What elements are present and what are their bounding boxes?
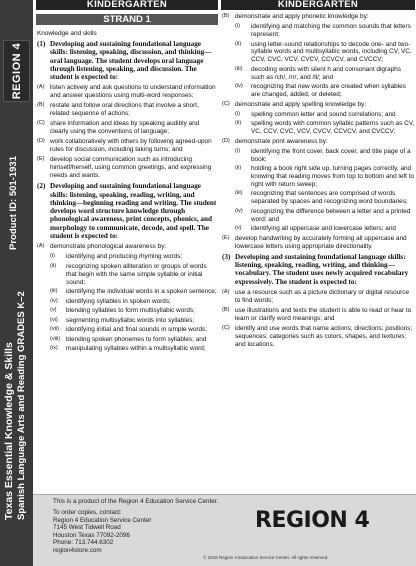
item-marker: (iv) bbox=[50, 297, 58, 304]
list-item bbox=[222, 13, 415, 21]
item-text: segmenting multisyllabic words into syllables; bbox=[66, 316, 195, 324]
sub-item bbox=[235, 190, 415, 206]
list-item bbox=[37, 102, 218, 118]
item-text: identifying the front cover, back cover, and title page of a book; bbox=[251, 147, 411, 163]
contact-line: region4store.com bbox=[53, 546, 102, 554]
item-text: demonstrate and apply spelling knowledge by: bbox=[235, 100, 367, 108]
standard-heading: Developing and sustaining foundational language skills: listening, speaking, reading, writing, and thinking—vocabulary. The student uses newly acquired vocabulary expressively. The student is expected to: bbox=[235, 252, 409, 286]
item-marker: (C) bbox=[222, 324, 230, 331]
item-marker: (iii) bbox=[235, 65, 243, 72]
logo-text: REGION 4 bbox=[10, 42, 23, 100]
sub-items bbox=[222, 111, 415, 136]
list-item bbox=[222, 101, 415, 109]
list-item bbox=[222, 235, 415, 251]
item-marker: (D) bbox=[222, 137, 230, 144]
item-marker: (A) bbox=[37, 243, 45, 250]
item-text: identifying initial and final sounds in simple words; bbox=[66, 326, 208, 334]
sub-item bbox=[235, 148, 415, 164]
item-marker: (ix) bbox=[50, 345, 58, 352]
item-text: decoding words with silent h and consonant digraphs such as /ch/, /rr/, and /ll/; and bbox=[251, 65, 401, 81]
sub-item bbox=[235, 120, 415, 136]
sub-item bbox=[50, 263, 218, 287]
grade-header-left: KINDERGARTEN bbox=[36, 0, 218, 10]
standard-heading: Developing and sustaining foundational language skills: listening, speaking, discussion, and thinking—oral language. The student develops oral language through listening, speaking, and discussion. The student is expected to: bbox=[50, 39, 212, 82]
item-marker: (iii) bbox=[235, 190, 243, 197]
item-marker: (E) bbox=[37, 156, 45, 163]
item-text: identifying the individual words in a spoken sentence; bbox=[66, 288, 217, 296]
item-text: share information and ideas by speaking audibly and clearly using the conventions of language; bbox=[50, 120, 200, 136]
item-marker: (ii) bbox=[235, 165, 242, 172]
list-item bbox=[37, 138, 218, 154]
item-marker: (iv) bbox=[235, 83, 243, 90]
item-text: recognizing the difference between a letter and a printed word; and bbox=[251, 207, 411, 223]
item-marker: (i) bbox=[235, 110, 240, 117]
item-text: identifying syllables in spoken words; bbox=[66, 297, 171, 305]
item-marker: (B) bbox=[222, 13, 230, 19]
sub-item bbox=[235, 83, 415, 99]
standard-1-items bbox=[37, 84, 218, 180]
item-text: recognizing that new words are created when syllables are changed, added, or deleted; bbox=[251, 83, 406, 99]
grade-header-right: KINDERGARTEN bbox=[221, 0, 415, 10]
product-id: Product ID: 501-1931 bbox=[8, 156, 19, 250]
region4-logo-vertical bbox=[3, 40, 30, 102]
sub-item bbox=[50, 317, 218, 325]
item-marker: (i) bbox=[50, 253, 55, 260]
item-text: spelling words with common syllabic patterns such as CV, VC, CCV, CVC, VCV, CVCV, CCVCV, and CVCCV; bbox=[251, 120, 415, 136]
item-marker: (ii) bbox=[235, 40, 242, 47]
item-text: blending syllables to form multisyllabic words; bbox=[66, 307, 195, 315]
footer bbox=[33, 494, 416, 566]
sub-item bbox=[235, 225, 415, 233]
strand-banner: STRAND 1 bbox=[36, 14, 218, 25]
copyright: © 2018 Region 4 Education Service Center. All rights reserved. bbox=[203, 555, 329, 560]
sub-item bbox=[50, 288, 218, 296]
item-text: blending spoken phonemes to form syllables; and bbox=[66, 335, 207, 343]
region4-logo: REGION 4 bbox=[255, 508, 370, 533]
sub-item bbox=[235, 111, 415, 119]
item-text: identifying and matching the common sounds that letters represent; bbox=[251, 23, 411, 38]
item-text: holding a book right side up, turning pages correctly, and knowing that reading moves from top to bottom and left to right with return sweep; bbox=[251, 165, 415, 188]
left-column bbox=[37, 30, 218, 355]
item-text: manipulating syllables within a multisyllabic word; bbox=[66, 345, 206, 353]
sub-item bbox=[235, 41, 415, 65]
item-marker: (C) bbox=[222, 100, 230, 107]
item-marker: (v) bbox=[50, 307, 57, 314]
sub-item bbox=[50, 307, 218, 315]
list-item bbox=[222, 289, 415, 305]
item-marker: (iv) bbox=[235, 207, 243, 214]
sub-item bbox=[235, 23, 415, 39]
sub-item bbox=[235, 66, 415, 82]
item-marker: (D) bbox=[37, 138, 45, 145]
item-marker: (A) bbox=[222, 288, 230, 295]
item-text: work collaboratively with others by following agreed-upon rules for discussion, including taking turns; and bbox=[50, 138, 212, 154]
item-marker: (vii) bbox=[50, 326, 60, 333]
item-text: use a resource such as a picture dictionary or digital resource to find words; bbox=[235, 288, 410, 304]
item-marker: (i) bbox=[235, 23, 240, 30]
item-text: recognizing spoken alliteration or groups of words that begin with the same simple syllable or initial sound; bbox=[66, 262, 207, 286]
item-marker: (viii) bbox=[50, 335, 61, 342]
item-marker: (v) bbox=[235, 225, 242, 232]
sub-items bbox=[222, 23, 415, 99]
item-text: restate and follow oral directions that involve a short, related sequence of actions; bbox=[50, 102, 199, 118]
item-text: demonstrate and apply phonetic knowledge by: bbox=[235, 13, 369, 20]
standard-3 bbox=[222, 253, 415, 286]
footer-intro: This is a product of the Region 4 Education Service Center. bbox=[53, 498, 219, 505]
contact-line: Phone: 713.744.6302 bbox=[53, 539, 114, 547]
item-text: demonstrate print awareness by: bbox=[235, 137, 328, 145]
item-marker: (iii) bbox=[50, 288, 58, 295]
list-item bbox=[222, 307, 415, 323]
item-marker: (C) bbox=[37, 120, 45, 127]
left-spine bbox=[0, 0, 33, 566]
item-text: develop social communication such as introducing himself/herself, using common greetings, and expressing needs and wants. bbox=[50, 156, 212, 180]
item-text: use illustrations and texts the student is able to read or hear to learn or clarify word meanings; and bbox=[235, 306, 412, 322]
right-column bbox=[222, 13, 415, 351]
list-item bbox=[37, 84, 218, 100]
sub-item bbox=[50, 345, 218, 353]
item-marker: (ii) bbox=[50, 262, 57, 269]
contact-line: Region 4 Education Service Center bbox=[53, 516, 152, 524]
list-item bbox=[222, 325, 415, 349]
sub-item bbox=[50, 326, 218, 334]
standard-number: (1) bbox=[37, 39, 46, 48]
standard-heading: Developing and sustaining foundational language skills: listening, speaking, reading, writing, and thinking—beginning reading and writing. The student develops word structure knowledge through phonological awareness, print concepts, phonics, and morphology to communicate, decode, and spell. The student is expected to: bbox=[50, 182, 217, 241]
contact-line: Houston Texas 77092-2096 bbox=[53, 531, 130, 539]
standard-1 bbox=[37, 40, 218, 81]
list-item bbox=[37, 120, 218, 136]
item-marker: (B) bbox=[37, 102, 45, 109]
item-text: demonstrate phonological awareness by: bbox=[50, 243, 167, 251]
sub-items bbox=[37, 253, 218, 353]
standard-number: (3) bbox=[222, 252, 231, 261]
item-marker: (B) bbox=[222, 306, 230, 313]
item-marker: (E) bbox=[222, 234, 230, 241]
contact-line: To order copies, contact: bbox=[53, 509, 122, 516]
item-text: identify and use words that name actions; directions; positions; sequences; categories such as colors, shapes, and textures; and locations. bbox=[235, 324, 413, 348]
sub-item bbox=[235, 165, 415, 189]
item-marker: (vi) bbox=[50, 316, 58, 323]
sub-item bbox=[50, 298, 218, 306]
item-text: identifying and producing rhyming words; bbox=[66, 253, 183, 261]
item-text: develop handwriting by accurately forming all uppercase and lowercase letters using appropriate directionality. bbox=[235, 234, 407, 250]
standard-number: (2) bbox=[37, 182, 46, 191]
list-item bbox=[222, 138, 415, 146]
item-text: recognizing that sentences are comprised of words separated by spaces and recognizing word boundaries; bbox=[251, 190, 408, 206]
contact-line: 7145 West Tidwell Road bbox=[53, 524, 121, 532]
spine-subtitle: Spanish Language Arts and Reading GRADES K–2 bbox=[16, 291, 27, 520]
item-marker: (A) bbox=[37, 84, 45, 91]
sub-item bbox=[235, 208, 415, 224]
sub-item bbox=[50, 253, 218, 261]
standard-3-items bbox=[222, 289, 415, 349]
contact-block bbox=[53, 509, 151, 555]
sub-items bbox=[222, 148, 415, 233]
list-item bbox=[37, 156, 218, 180]
item-text: spelling common letter and sound correlations; and bbox=[251, 110, 396, 118]
standard-2 bbox=[37, 182, 218, 240]
spine-title: Texas Essential Knowledge & Skills bbox=[3, 342, 15, 520]
item-text: using letter-sound relationships to decode one- and two-syllable words and multisyllabic words, including CV, VC, CCV, CVC, VCV, CVCV, CCVCV, and CVCCV; bbox=[251, 40, 412, 64]
section-intro: Knowledge and skills bbox=[37, 30, 97, 37]
item-marker: (ii) bbox=[235, 120, 242, 127]
item-marker: (i) bbox=[235, 147, 240, 154]
item-text: listen actively and ask questions to understand information and answer questions using multi-word responses; bbox=[50, 84, 216, 100]
item-text: identifying all uppercase and lowercase letters; and bbox=[251, 225, 396, 233]
sub-item bbox=[50, 336, 218, 344]
list-item bbox=[37, 243, 218, 251]
